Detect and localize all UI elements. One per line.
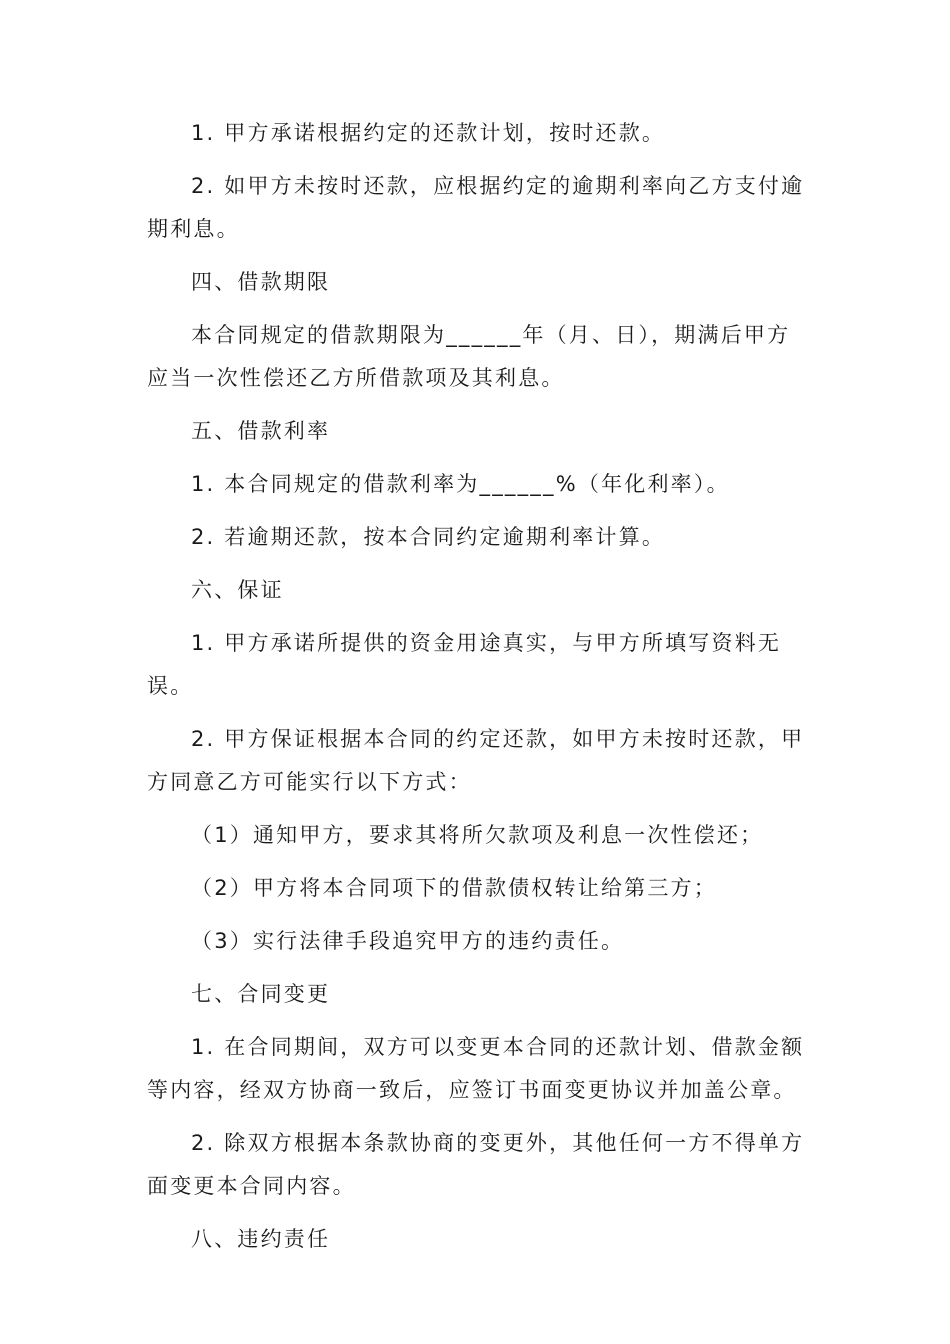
section-heading-breach-liability: 八、违约责任 <box>191 1227 331 1251</box>
section-heading-guarantee: 六、保证 <box>191 578 284 602</box>
sub-clause-3: （3）实行法律手段追究甲方的违约责任。 <box>191 929 625 953</box>
section-heading-contract-change: 七、合同变更 <box>191 982 331 1006</box>
section-heading-loan-term: 四、借款期限 <box>191 270 331 294</box>
clause-repay-on-time: 1. 甲方承诺根据约定的还款计划，按时还款。 <box>191 121 666 145</box>
clause-no-unilateral-change: 2. 除双方根据本条款协商的变更外，其他任何一方不得单方面变更本合同内容。 <box>147 1131 805 1198</box>
section-heading-interest-rate: 五、借款利率 <box>191 419 331 443</box>
document-body <box>147 112 807 1271</box>
clause-overdue-rate: 2. 若逾期还款，按本合同约定逾期利率计算。 <box>191 525 666 549</box>
clause-loan-term: 本合同规定的借款期限为______年（月、日），期满后甲方应当一次性偿还乙方所借款项及其利息。 <box>147 323 791 390</box>
sub-clause-1: （1）通知甲方，要求其将所欠款项及利息一次性偿还； <box>191 823 764 847</box>
sub-clause-2: （2）甲方将本合同项下的借款债权转让给第三方； <box>191 876 717 900</box>
clause-repayment-guarantee: 2. 甲方保证根据本合同的约定还款，如甲方未按时还款，甲方同意乙方可能实行以下方式： <box>147 727 805 794</box>
clause-fund-usage: 1. 甲方承诺所提供的资金用途真实，与甲方所填写资料无误。 <box>147 631 782 698</box>
clause-overdue-interest: 2. 如甲方未按时还款，应根据约定的逾期利率向乙方支付逾期利息。 <box>147 174 805 241</box>
clause-interest-rate: 1. 本合同规定的借款利率为______%（年化利率）。 <box>191 472 730 496</box>
clause-mutual-change: 1. 在合同期间，双方可以变更本合同的还款计划、借款金额等内容，经双方协商一致后，应签订书面变更协议并加盖公章。 <box>147 1035 805 1102</box>
